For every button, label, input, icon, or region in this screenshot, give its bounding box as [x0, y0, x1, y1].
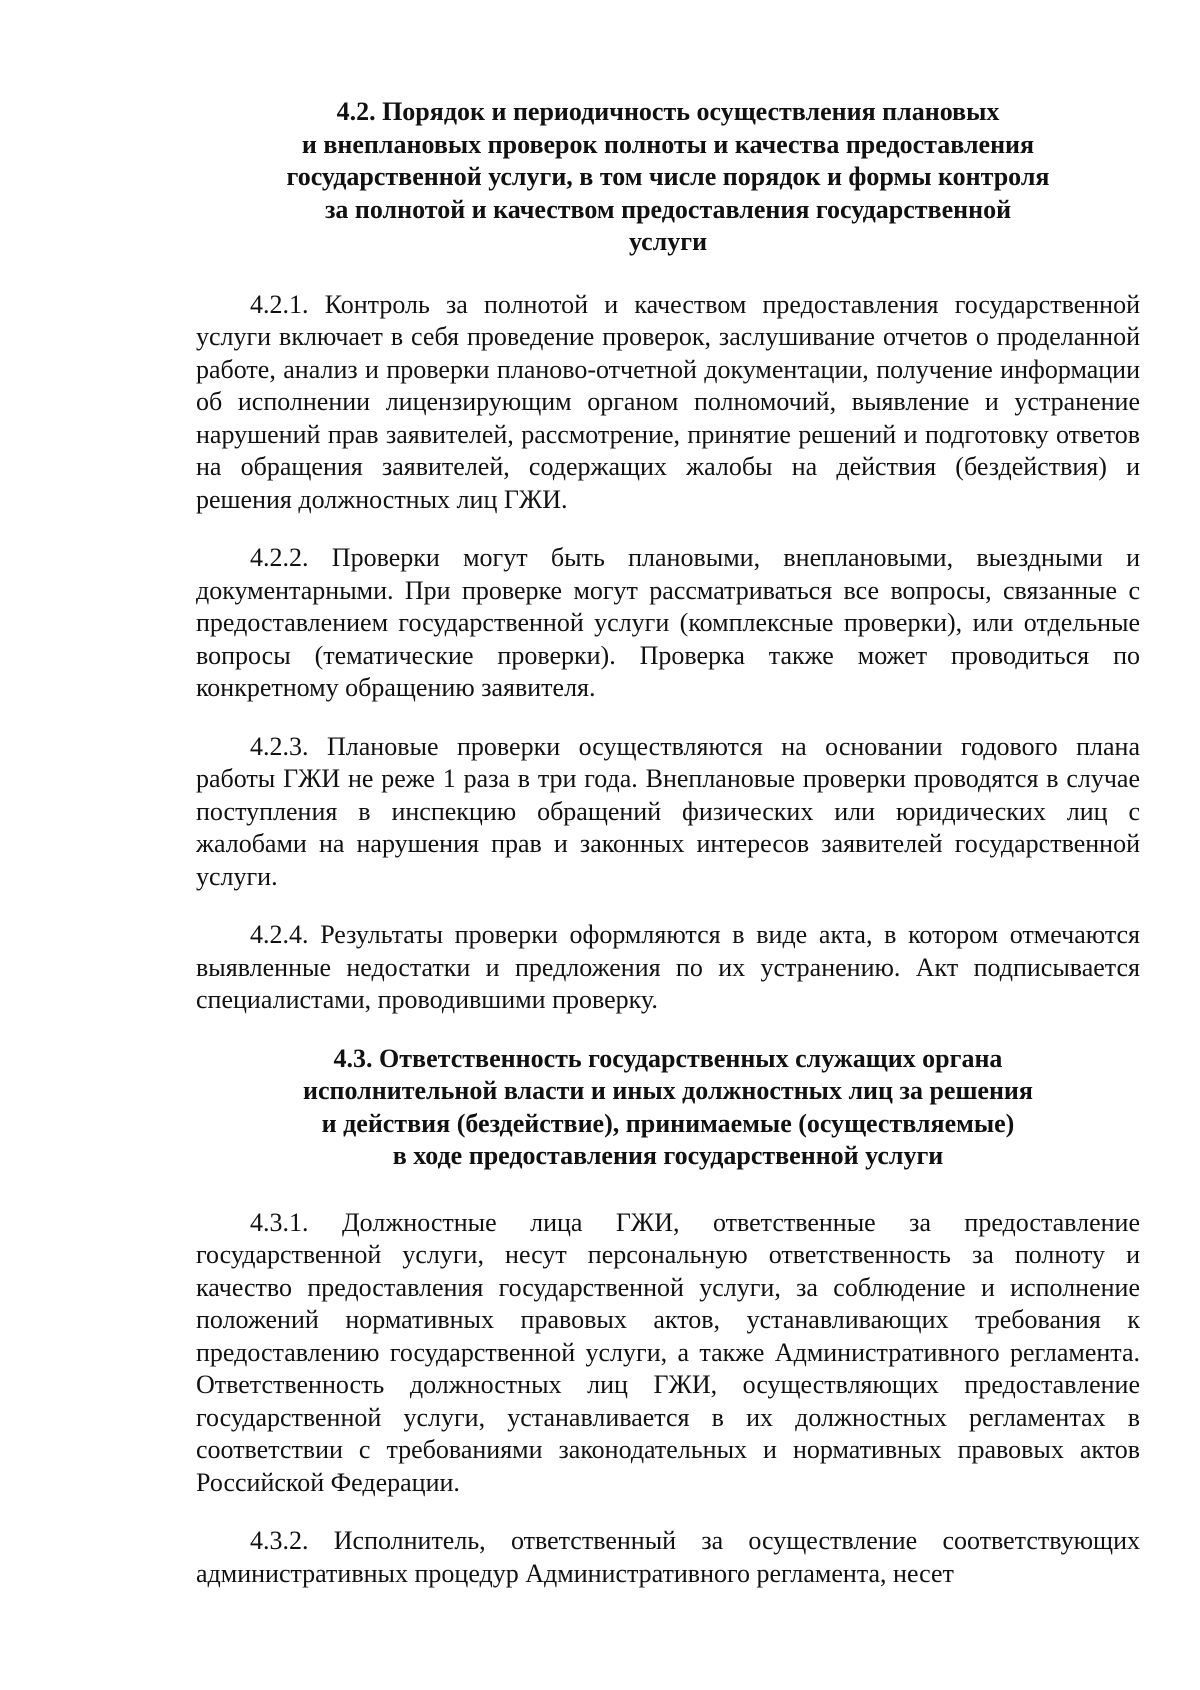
section-4-2-title — [196, 96, 1140, 259]
paragraph-4-2-2: 4.2.2. Проверки могут быть плановыми, внеплановыми, выездными и документарными. При проверке могут рассматриваться все вопросы, связанные с предоставлением государственной услуги (комплексные проверки), или отдельные вопросы (тематические проверки). Проверка также может проводиться по конкретному обращению заявителя. — [196, 543, 1140, 702]
section-4-3-title-line: исполнительной власти и иных должностных лиц за решения — [303, 1076, 1033, 1105]
paragraph-4-2-4: 4.2.4. Результаты проверки оформляются в виде акта, в котором отмечаются выявленные недостатки и предложения по их устранению. Акт подписывается специалистами, проводившими проверку. — [196, 920, 1140, 1014]
section-4-2-title-line: за полнотой и качеством предоставления государственной — [324, 194, 1012, 224]
document-page — [196, 96, 1140, 1590]
section-4-3-title — [196, 1043, 1140, 1173]
section-4-3-title-line: 4.3. Ответственность государственных служащих органа — [333, 1043, 1003, 1073]
paragraph-4-3-2: 4.3.2. Исполнитель, ответственный за осуществление соответствующих административных процедур Административного регламента, несет — [196, 1526, 1140, 1588]
section-4-2-title-line: государственной услуги, в том числе порядок и формы контроля — [286, 162, 1050, 191]
section-4-3-title-line: в ходе предоставления государственной услуги — [392, 1141, 944, 1170]
paragraph-4-3-1: 4.3.1. Должностные лица ГЖИ, ответственные за предоставление государственной услуги, несут персональную ответственность за полноту и качество предоставления государственной услуги, за соблюдение и исполнение положений нормативных правовых актов, устанавливающих требования к предоставлению государственной услуги, а также Административного регламента. Ответственность должностных лиц ГЖИ, осуществляющих предоставление государственной услуги, устанавливается в их должностных регламентах в соответствии с требованиями законодательных и нормативных правовых актов Российской Федерации. — [196, 1207, 1140, 1497]
paragraph-4-2-1: 4.2.1. Контроль за полнотой и качеством предоставления государственной услуги включает в себя проведение проверок, заслушивание отчетов о проделанной работе, анализ и проверки планово-отчетной документации, получение информации об исполнении лицензирующим органом полномочий, выявление и устранение нарушений прав заявителей, рассмотрение, принятие решений и подготовку ответов на обращения заявителей, содержащих жалобы на действия (бездействия) и решения должностных лиц ГЖИ. — [196, 289, 1140, 514]
section-4-3-title-line: и действия (бездействие), принимаемые (осуществляемые) — [321, 1108, 1015, 1138]
section-4-2-title-line: услуги — [628, 227, 708, 256]
section-4-2-title-line: и внеплановых проверок полноты и качества предоставления — [301, 129, 1035, 159]
section-4-2-title-line: 4.2. Порядок и периодичность осуществления плановых — [336, 97, 1000, 126]
paragraph-4-2-3: 4.2.3. Плановые проверки осуществляются на основании годового плана работы ГЖИ не реже 1 раза в три года. Внеплановые проверки проводятся в случае поступления в инспекцию обращений физических или юридических лиц с жалобами на нарушения прав и законных интересов заявителей государственной услуги. — [196, 731, 1140, 891]
